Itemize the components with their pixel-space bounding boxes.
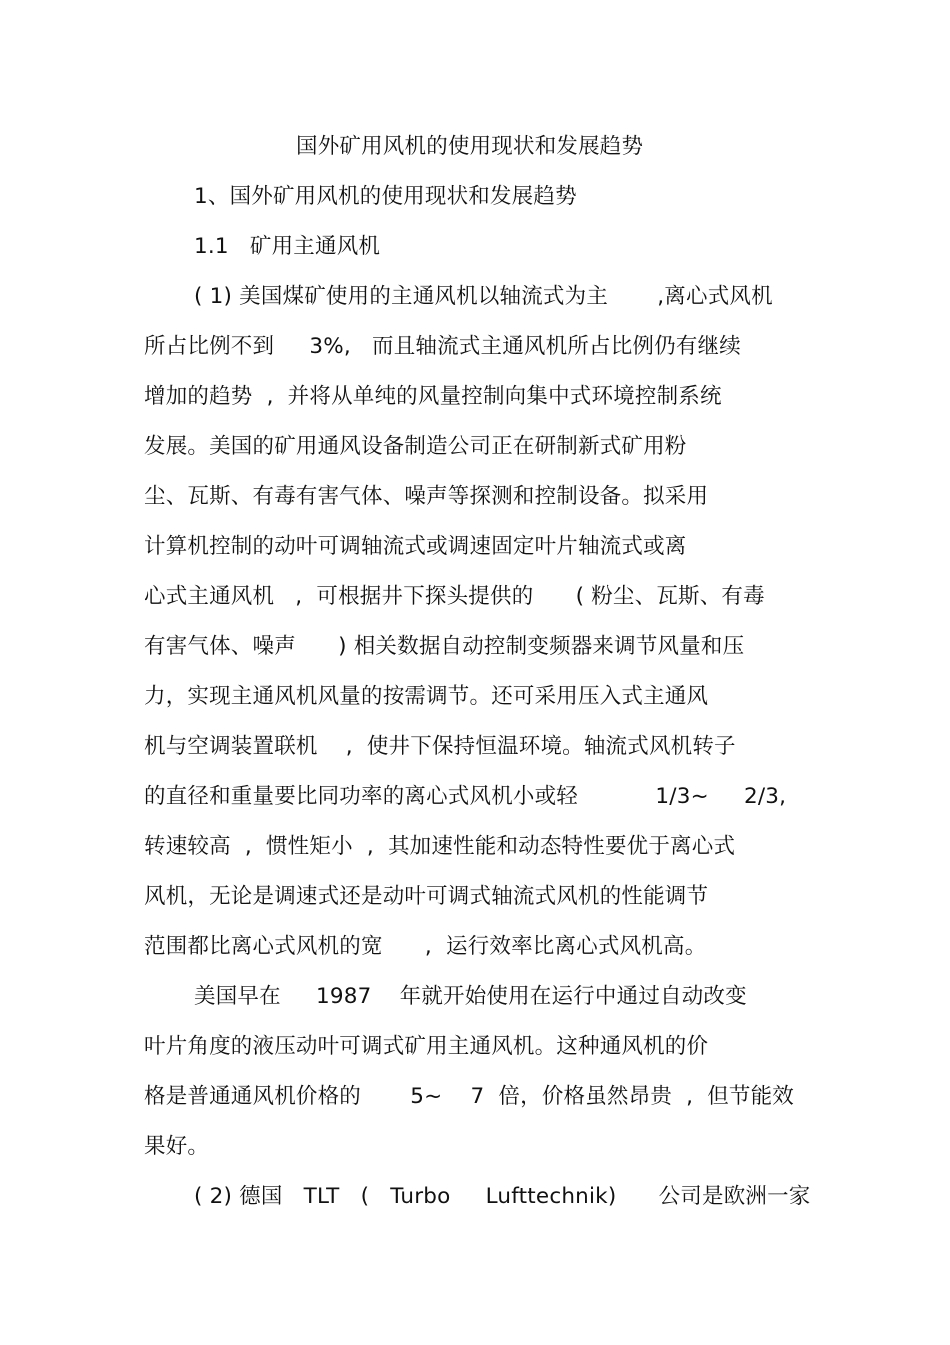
paragraph-line: 风机，无论是调速式还是动叶可调式轴流式风机的性能调节	[144, 884, 709, 909]
paragraph-line: 范围都比离心式风机的宽 , 运行效率比离心式风机高。	[144, 934, 707, 959]
paragraph-line: 叶片角度的液压动叶可调式矿用主通风机。这种通风机的价	[144, 1034, 709, 1059]
paragraph-line: 所占比例不到 3%, 而且轴流式主通风机所占比例仍有继续	[144, 334, 741, 359]
paragraph-line: 心式主通风机 , 可根据井下探头提供的 ( 粉尘、瓦斯、有毒	[144, 584, 765, 609]
paragraph-line: 尘、瓦斯、有毒有害气体、噪声等探测和控制设备。拟采用	[144, 484, 709, 509]
paragraph-line: 转速较高 , 惯性矩小 , 其加速性能和动态特性要优于离心式	[144, 834, 736, 859]
document-title: 国外矿用风机的使用现状和发展趋势	[296, 134, 644, 159]
paragraph-line: 计算机控制的动叶可调轴流式或调速固定叶片轴流式或离	[144, 534, 687, 559]
paragraph-line: 力，实现主通风机风量的按需调节。还可采用压入式主通风	[144, 684, 709, 709]
paragraph-line: 格是普通通风机价格的 5~ 7 倍，价格虽然昂贵 , 但节能效	[144, 1084, 794, 1109]
paragraph-line: 机与空调装置联机 , 使井下保持恒温环境。轴流式风机转子	[144, 734, 736, 759]
paragraph-line: 有害气体、噪声 ) 相关数据自动控制变频器来调节风量和压	[144, 634, 745, 659]
section-heading-1-1: 1.1 矿用主通风机	[194, 234, 381, 259]
paragraph-line: 的直径和重量要比同功率的离心式风机小或轻 1/3~ 2/3,	[144, 784, 787, 809]
paragraph-line: 美国早在 1987 年就开始使用在运行中通过自动改变	[194, 984, 747, 1009]
paragraph-line: ( 1) 美国煤矿使用的主通风机以轴流式为主 ,离心式风机	[194, 284, 773, 309]
section-heading-1: 1、国外矿用风机的使用现状和发展趋势	[194, 184, 577, 209]
paragraph-line: 发展。美国的矿用通风设备制造公司正在研制新式矿用粉	[144, 434, 687, 459]
paragraph-line: 果好。	[144, 1134, 210, 1159]
paragraph-line: 增加的趋势 , 并将从单纯的风量控制向集中式环境控制系统	[144, 384, 722, 409]
paragraph-line: ( 2) 德国 TLT ( Turbo Lufttechnik) 公司是欧洲一家	[194, 1184, 811, 1209]
